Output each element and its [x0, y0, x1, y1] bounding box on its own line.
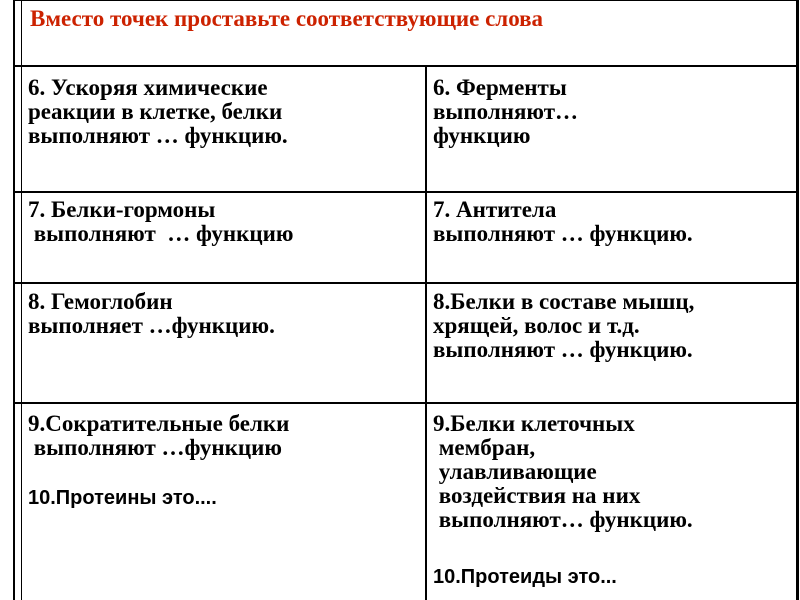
question-8-left — [28, 290, 275, 338]
table-border-right — [796, 0, 799, 600]
question-9-right — [433, 412, 693, 532]
question-8-right-line-2: хрящей, волос и т.д. — [433, 313, 640, 338]
question-9-right-line-4: воздействия на них — [433, 483, 641, 508]
question-10-right: 10.Протеиды это... — [433, 566, 617, 588]
question-7-left — [28, 198, 293, 246]
table-column-divider — [425, 66, 427, 600]
question-8-left-line-2: выполняет …функцию. — [28, 313, 275, 338]
question-9-right-line-3: улавливающие — [433, 459, 597, 484]
question-6-left-line-3: выполняют … функцию. — [28, 123, 288, 148]
table-divider-left — [21, 0, 22, 600]
question-6-left — [28, 76, 288, 148]
question-8-right-line-1: 8.Белки в составе мышц, — [433, 289, 695, 314]
question-9-right-line-1: 9.Белки клеточных — [433, 411, 635, 436]
question-6-right — [433, 76, 578, 148]
question-8-right-line-3: выполняют … функцию. — [433, 337, 693, 362]
row-divider-1 — [13, 65, 799, 67]
question-9-left-line-2: выполняют …функцию — [28, 435, 282, 460]
question-6-right-line-1: 6. Ферменты — [433, 75, 567, 100]
question-6-right-line-3: функцию — [433, 123, 531, 148]
question-7-left-line-1: 7. Белки-гормоны — [28, 197, 216, 222]
row-divider-2 — [13, 191, 799, 193]
question-9-left-line-1: 9.Сократительные белки — [28, 411, 290, 436]
question-7-right-line-1: 7. Антитела — [433, 197, 557, 222]
question-7-right — [433, 198, 693, 246]
worksheet-title: Вместо точек проставьте соответствующие слова — [30, 6, 544, 31]
row-divider-3 — [13, 282, 799, 284]
question-6-left-line-2: реакции в клетке, белки — [28, 99, 283, 124]
question-6-left-line-1: 6. Ускоряя химические — [28, 75, 268, 100]
question-9-right-line-5: выполняют… функцию. — [433, 507, 693, 532]
table-border-top — [13, 0, 799, 1]
question-7-left-line-2: выполняют … функцию — [28, 221, 294, 246]
table-border-left — [13, 0, 15, 600]
row-divider-4 — [13, 402, 799, 404]
question-6-right-line-2: выполняют… — [433, 99, 578, 124]
question-7-right-line-2: выполняют … функцию. — [433, 221, 693, 246]
question-8-left-line-1: 8. Гемоглобин — [28, 289, 173, 314]
question-9-left — [28, 412, 289, 460]
question-9-right-line-2: мембран, — [433, 435, 536, 460]
question-10-left: 10.Протеины это.... — [28, 487, 217, 509]
question-8-right — [433, 290, 694, 362]
